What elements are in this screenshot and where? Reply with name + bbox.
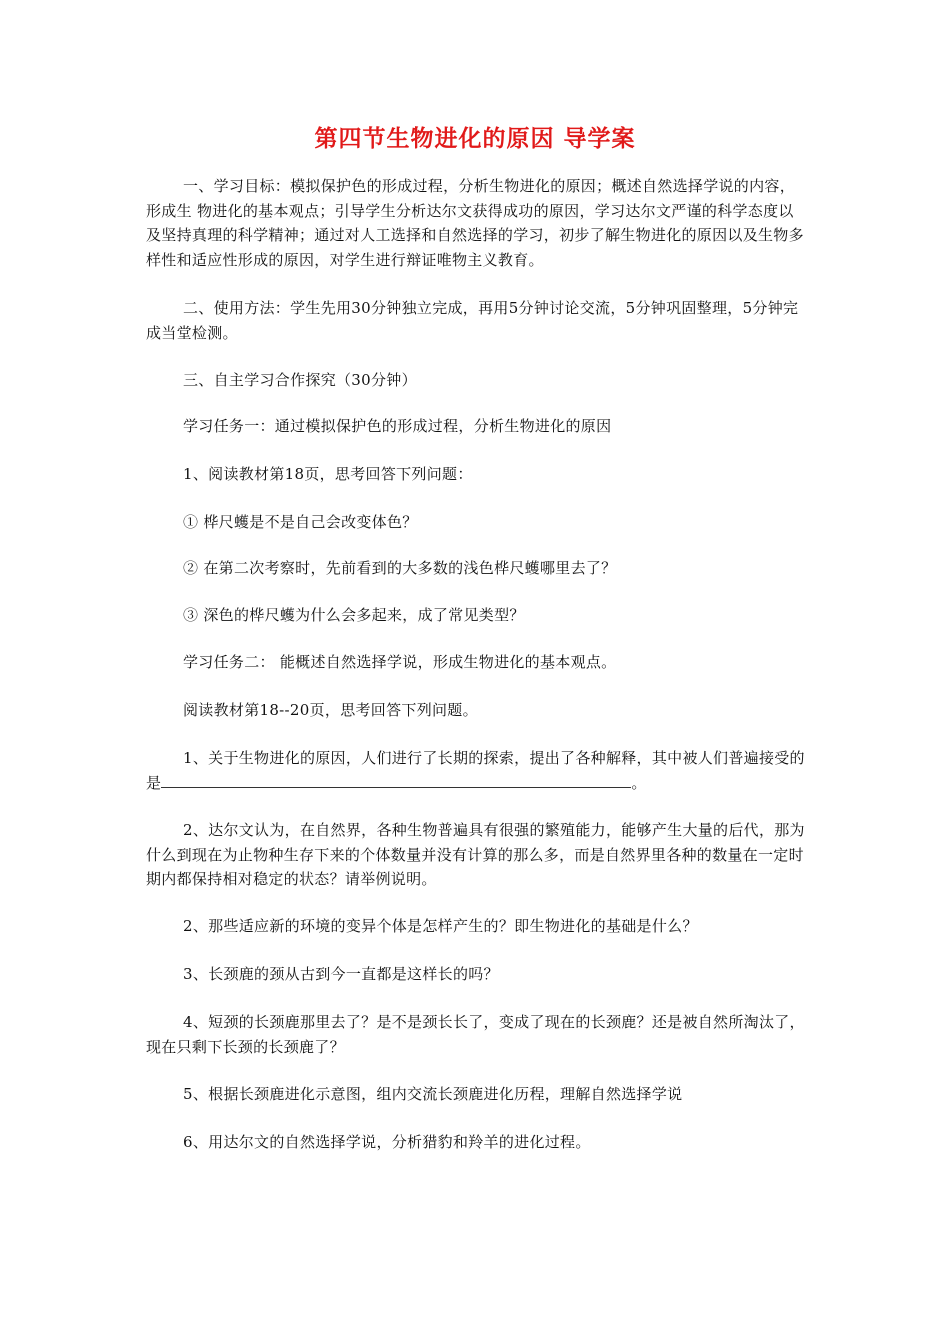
task1-question-1: ① 桦尺蠖是不是自己会改变体色？ bbox=[183, 513, 418, 531]
task2-question-7: 6、用达尔文的自然选择学说，分析猎豹和羚羊的进化过程。 bbox=[183, 1133, 591, 1151]
task2-question-6: 5、根据长颈鹿进化示意图，组内交流长颈鹿进化历程，理解自然选择学说 bbox=[183, 1085, 683, 1103]
task2-question-3: 2、那些适应新的环境的变异个体是怎样产生的？即生物进化的基础是什么？ bbox=[183, 917, 698, 935]
task2-question-4: 3、长颈鹿的颈从古到今一直都是这样长的吗？ bbox=[183, 965, 499, 983]
task2-question-1-text: 1、关于生物进化的原因，人们进行了长期的探索，提出了各种解释，其中被人们普遍接受的是 bbox=[146, 749, 805, 792]
task1-question-3: ③ 深色的桦尺蠖为什么会多起来，成了常见类型？ bbox=[183, 606, 525, 624]
task1-instruction: 1、阅读教材第18页，思考回答下列问题： bbox=[183, 465, 473, 483]
task1-heading: 学习任务一：通过模拟保护色的形成过程，分析生物进化的原因 bbox=[183, 417, 612, 435]
fill-in-blank[interactable] bbox=[161, 772, 631, 788]
task2-question-5: 4、短颈的长颈鹿那里去了？是不是颈长长了，变成了现在的长颈鹿？还是被自然所淘汰了，现在只剩下长颈的长颈鹿了？ bbox=[146, 1013, 805, 1056]
task2-heading: 学习任务二： 能概述自然选择学说，形成生物进化的基本观点。 bbox=[183, 653, 617, 671]
task2-instruction: 阅读教材第18--20页，思考回答下列问题。 bbox=[183, 701, 478, 719]
task1-question-2: ② 在第二次考察时，先前看到的大多数的浅色桦尺蠖哪里去了？ bbox=[183, 559, 617, 577]
task2-question-1-end: 。 bbox=[631, 773, 647, 792]
task2-question-1 bbox=[146, 746, 806, 795]
learning-objectives: 一、学习目标：模拟保护色的形成过程，分析生物进化的原因；概述自然选择学说的内容，形成生 物进化的基本观点；引导学生分析达尔文获得成功的原因，学习达尔文严谨的科学态度以及坚持真理的科学精神；通过对人工选择和自然选择的学习，初步了解生物进化的原因以及生物多样性和适应性形成的原因，对学生进行辩证唯物主义教育。 bbox=[146, 177, 804, 269]
usage-method: 二、使用方法：学生先用30分钟独立完成，再用5分钟讨论交流，5分钟巩固整理，5分钟完成当堂检测。 bbox=[146, 299, 799, 342]
task2-question-2: 2、达尔文认为，在自然界，各种生物普遍具有很强的繁殖能力，能够产生大量的后代，那为什么到现在为止物种生存下来的个体数量并没有计算的那么多，而是自然界里各种的数量在一定时期内都保持相对稳定的状态？请举例说明。 bbox=[146, 821, 805, 888]
explore-heading: 三、自主学习合作探究（30分钟） bbox=[183, 371, 417, 389]
page-title: 第四节生物进化的原因 导学案 bbox=[314, 126, 636, 152]
